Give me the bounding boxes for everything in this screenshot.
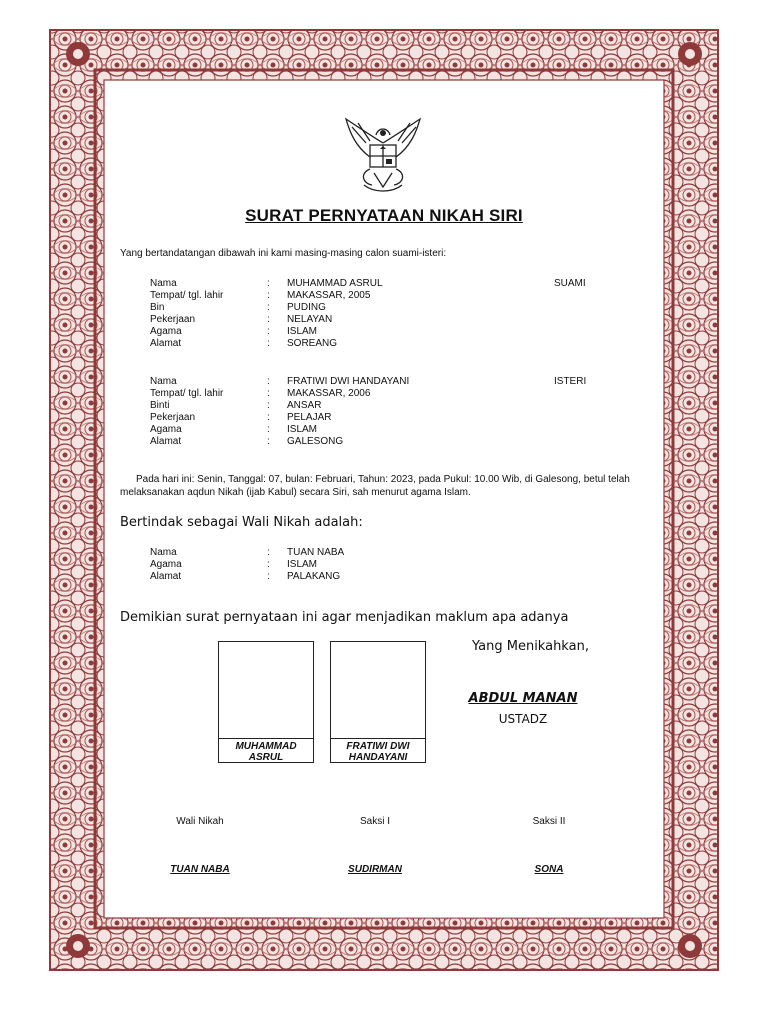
statement-line-2: melaksanakan aqdun Nikah (ijab Kabul) secara Siri, sah menurut agama Islam.: [120, 487, 471, 498]
field-label: Tempat/ tgl. lahir: [150, 290, 224, 301]
field-label: Tempat/ tgl. lahir: [150, 388, 224, 399]
garuda-emblem-icon: [340, 113, 426, 195]
field-label: Nama: [150, 376, 177, 387]
officiant-title: USTADZ: [498, 712, 548, 726]
wali-signature-name: TUAN NABA: [170, 864, 230, 875]
field-colon: :: [267, 412, 270, 423]
field-colon: :: [267, 302, 270, 313]
field-colon: :: [267, 338, 270, 349]
field-value: SOREANG: [287, 338, 338, 349]
field-colon: :: [267, 326, 270, 337]
groom-photo-box: [218, 641, 314, 763]
bride-photo-caption: FRATIWI DWI HANDAYANI: [331, 738, 425, 763]
field-colon: :: [267, 388, 270, 399]
field-value: GALESONG: [287, 436, 344, 447]
witness2-signature-role: Saksi II: [532, 816, 566, 827]
field-label: Agama: [150, 424, 182, 435]
bride-role: ISTERI: [554, 376, 587, 387]
officiant-heading: Yang Menikahkan,: [472, 639, 589, 654]
field-value: PELAJAR: [287, 412, 332, 423]
wali-heading: Bertindak sebagai Wali Nikah adalah:: [120, 515, 363, 530]
field-value: MAKASSAR, 2005: [287, 290, 371, 301]
field-label: Binti: [150, 400, 170, 411]
field-colon: :: [267, 400, 270, 411]
field-label: Pekerjaan: [150, 412, 196, 423]
field-label: Agama: [150, 559, 182, 570]
field-colon: :: [267, 290, 270, 301]
field-colon: :: [267, 278, 270, 289]
field-label: Pekerjaan: [150, 314, 196, 325]
field-colon: :: [267, 559, 270, 570]
field-label: Alamat: [150, 436, 182, 447]
bride-photo-box: [330, 641, 426, 763]
groom-role: SUAMI: [554, 278, 586, 289]
witness2-signature-name: SONA: [534, 864, 564, 875]
field-value: MAKASSAR, 2006: [287, 388, 371, 399]
field-colon: :: [267, 547, 270, 558]
field-value: PUDING: [287, 302, 326, 313]
field-colon: :: [267, 424, 270, 435]
footer-divider: [312, 917, 652, 918]
field-label: Bin: [150, 302, 165, 313]
field-value: TUAN NABA: [287, 547, 345, 558]
statement-line-1: Pada hari ini: Senin, Tanggal: 07, bulan: Februari, Tahun: 2023, pada Pukul: 10.00 Wib, di Galesong, betul telah: [136, 474, 630, 485]
field-label: Nama: [150, 278, 177, 289]
field-label: Alamat: [150, 571, 182, 582]
field-value: PALAKANG: [287, 571, 341, 582]
field-label: Alamat: [150, 338, 182, 349]
closing-text: Demikian surat pernyataan ini agar menjadikan maklum apa adanya: [120, 610, 569, 625]
field-value: NELAYAN: [287, 314, 333, 325]
field-value: FRATIWI DWI HANDAYANI: [287, 376, 410, 387]
field-colon: :: [267, 571, 270, 582]
field-value: ISLAM: [287, 424, 318, 435]
field-value: MUHAMMAD ASRUL: [287, 278, 383, 289]
field-value: ANSAR: [287, 400, 322, 411]
field-colon: :: [267, 436, 270, 447]
field-colon: :: [267, 376, 270, 387]
field-label: Nama: [150, 547, 177, 558]
field-value: ISLAM: [287, 326, 318, 337]
field-value: ISLAM: [287, 559, 318, 570]
wali-signature-role: Wali Nikah: [176, 816, 224, 827]
field-label: Agama: [150, 326, 182, 337]
witness1-signature-role: Saksi I: [359, 816, 390, 827]
witness1-signature-name: SUDIRMAN: [348, 864, 402, 875]
groom-photo-caption: MUHAMMAD ASRUL: [219, 738, 313, 763]
document-title: SURAT PERNYATAAN NIKAH SIRI: [245, 206, 523, 225]
field-colon: :: [267, 314, 270, 325]
officiant-name: ABDUL MANAN: [468, 691, 578, 706]
intro-text: Yang bertandatangan dibawah ini kami masing-masing calon suami-isteri:: [120, 248, 447, 259]
